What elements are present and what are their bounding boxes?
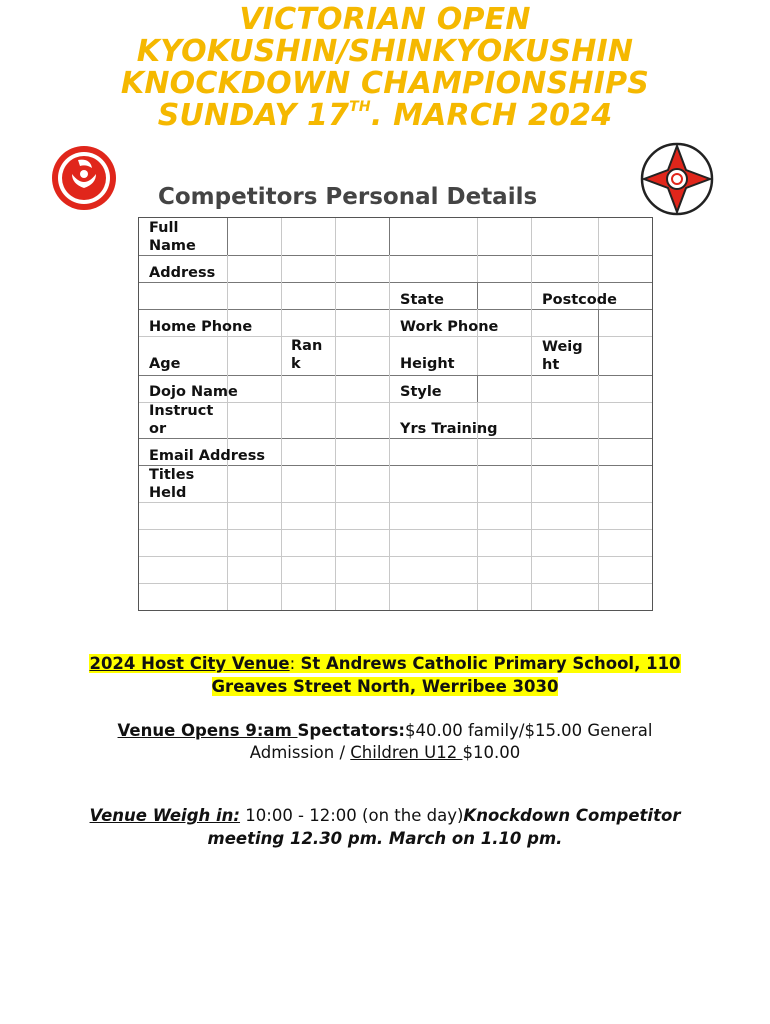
label-dojo-name: Dojo Name — [149, 384, 238, 400]
col-divider — [477, 375, 478, 402]
row-divider — [139, 336, 652, 337]
row-divider — [139, 465, 652, 466]
admission-label: Admission / — [249, 743, 351, 762]
row-divider — [139, 502, 652, 503]
label-weight — [542, 338, 583, 374]
venue-opens: Venue Opens 9:am — [117, 721, 298, 740]
children-price: $10.00 — [462, 743, 521, 762]
spectators-label: Spectators: — [297, 721, 405, 740]
label-weight-line-2: ht — [542, 357, 560, 373]
label-rank-line-2: k — [291, 356, 301, 372]
label-instructor-line-1: Instruct — [149, 403, 214, 419]
spectators-prices: $40.00 family/$15.00 General — [404, 721, 653, 740]
label-yrs-training: Yrs Training — [400, 421, 498, 437]
row-divider — [139, 375, 652, 376]
col-divider — [227, 218, 228, 255]
row-divider — [139, 529, 652, 530]
event-date-suffix: TH — [349, 99, 371, 115]
col-divider — [335, 218, 336, 610]
weigh-in-time: 10:00 - 12:00 (on the day) — [240, 806, 464, 825]
section-heading: Competitors Personal Details — [158, 184, 538, 210]
venue-info — [0, 652, 770, 698]
label-postcode: Postcode — [542, 292, 617, 308]
row-divider — [139, 255, 652, 256]
kanku-circle-logo-icon — [50, 144, 118, 212]
event-title — [0, 4, 770, 132]
col-divider — [531, 218, 532, 610]
label-home-phone: Home Phone — [149, 319, 253, 335]
row-divider — [139, 282, 652, 283]
label-rank — [291, 337, 322, 373]
children-label: Children U12 — [350, 743, 463, 762]
row-divider — [139, 402, 652, 403]
event-date-day: SUNDAY 17 — [157, 98, 350, 133]
label-titles-held — [149, 466, 194, 502]
event-date-month: . MARCH 2024 — [370, 98, 613, 133]
venue-line-1 — [89, 654, 680, 673]
label-work-phone: Work Phone — [400, 319, 499, 335]
label-address: Address — [149, 265, 216, 281]
event-title-line-1: VICTORIAN OPEN — [239, 2, 531, 37]
label-full-name — [149, 219, 196, 255]
col-divider — [281, 218, 282, 610]
competitor-details-form — [138, 217, 653, 611]
label-age: Age — [149, 356, 181, 372]
weigh-in-info — [0, 804, 770, 850]
label-instructor-line-2: or — [149, 421, 167, 437]
col-divider — [227, 255, 228, 610]
event-title-line-2: KYOKUSHIN/SHINKYOKUSHIN — [136, 34, 634, 69]
row-divider — [139, 438, 652, 439]
event-title-line-3: KNOCKDOWN CHAMPIONSHIPS — [120, 66, 650, 101]
event-date — [0, 100, 770, 132]
venue-separator: : — [289, 654, 301, 673]
venue-address-line-2: Greaves Street North, Werribee 3030 — [211, 677, 559, 696]
label-full-name-line-1: Full — [149, 220, 179, 236]
col-divider — [477, 218, 478, 610]
row-divider — [139, 583, 652, 584]
col-divider — [598, 309, 599, 375]
admission-info — [0, 720, 770, 764]
label-rank-line-1: Ran — [291, 338, 323, 354]
label-instructor — [149, 402, 213, 438]
label-state: State — [400, 292, 444, 308]
row-divider — [139, 309, 652, 310]
kyokushin-kanku-diamond-logo-icon — [640, 142, 714, 216]
col-divider — [598, 218, 599, 610]
weigh-in-label: Venue Weigh in: — [89, 806, 241, 825]
col-divider — [389, 218, 390, 255]
venue-address-line-1: St Andrews Catholic Primary School, 110 — [300, 654, 681, 673]
competitor-meeting-label: Knockdown Competitor — [463, 806, 681, 825]
venue-label: 2024 Host City Venue — [89, 654, 290, 673]
row-divider — [139, 556, 652, 557]
label-weight-line-1: Weig — [542, 339, 583, 355]
label-titles-held-line-2: Held — [149, 485, 187, 501]
col-divider — [477, 282, 478, 309]
label-email-address: Email Address — [149, 448, 266, 464]
competitor-meeting-time: meeting 12.30 pm. March on 1.10 pm. — [207, 829, 563, 848]
label-titles-held-line-1: Titles — [149, 467, 195, 483]
label-height: Height — [400, 356, 455, 372]
label-full-name-line-2: Name — [149, 238, 196, 254]
col-divider — [389, 255, 390, 610]
label-style: Style — [400, 384, 442, 400]
